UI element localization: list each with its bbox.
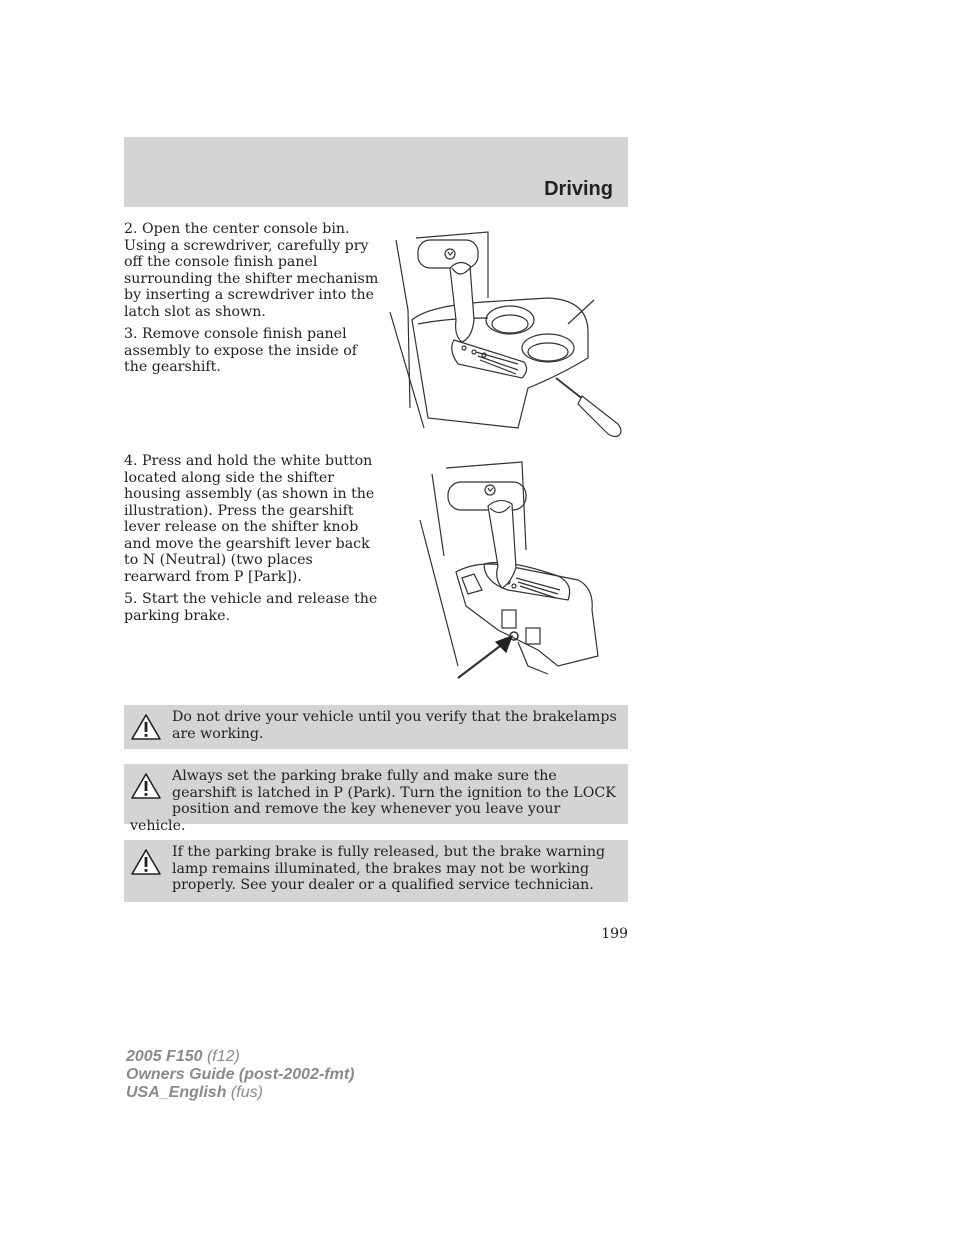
steps-block-2	[124, 453, 382, 630]
footer-line-3	[126, 1084, 354, 1102]
step-3: 3. Remove console finish panel assembly to expose the inside of the gearshift.	[124, 326, 357, 375]
steps-block-1	[124, 221, 382, 382]
page-number: 199	[601, 926, 628, 942]
warning-text: If the parking brake is fully released, but the brake warning lamp remains illuminated, the brakes may not be working properly. See your dealer or a qualified service technician.	[172, 844, 606, 893]
step-2: 2. Open the center console bin. Using a screwdriver, carefully pry off the console finish panel surrounding the shifter mechanism by inserting a screwdriver into the latch slot as shown.	[124, 221, 379, 320]
warning-text: Do not drive your vehicle until you verify that the brakelamps are working.	[172, 709, 617, 742]
warning-box-brakelamps	[124, 705, 628, 749]
footer-model-code: (f12)	[206, 1048, 240, 1065]
warning-triangle-icon	[130, 713, 162, 741]
shifter-button-illustration	[418, 460, 604, 690]
console-screwdriver-illustration	[388, 228, 630, 442]
warning-triangle-icon	[130, 848, 162, 876]
step-5: 5. Start the vehicle and release the parking brake.	[124, 591, 378, 624]
warning-box-parking-brake	[124, 764, 628, 834]
footer-language: USA_English	[126, 1084, 227, 1101]
warning-triangle-icon	[130, 772, 162, 800]
footer-language-code: (fus)	[230, 1084, 263, 1101]
section-title: Driving	[544, 178, 613, 200]
footer	[126, 1048, 354, 1102]
footer-model: 2005 F150	[126, 1048, 203, 1065]
footer-line-2	[126, 1066, 354, 1084]
step-4: 4. Press and hold the white button located along side the shifter housing assembly (as shown in the illustration). Press the gearshift lever release on the shifter knob and move the gearshift lever back to N (Neutral) (two places rearward from P [Park]).	[124, 453, 375, 585]
warning-text: Always set the parking brake fully and make sure the gearshift is latched in P (Park). Turn the ignition to the LOCK position and remove the key whenever you leave your vehicle.	[130, 768, 616, 834]
warning-box-brake-lamp	[124, 840, 628, 902]
footer-line-1	[126, 1048, 354, 1066]
footer-guide: Owners Guide (post-2002-fmt)	[126, 1066, 355, 1083]
header-band	[124, 137, 628, 207]
